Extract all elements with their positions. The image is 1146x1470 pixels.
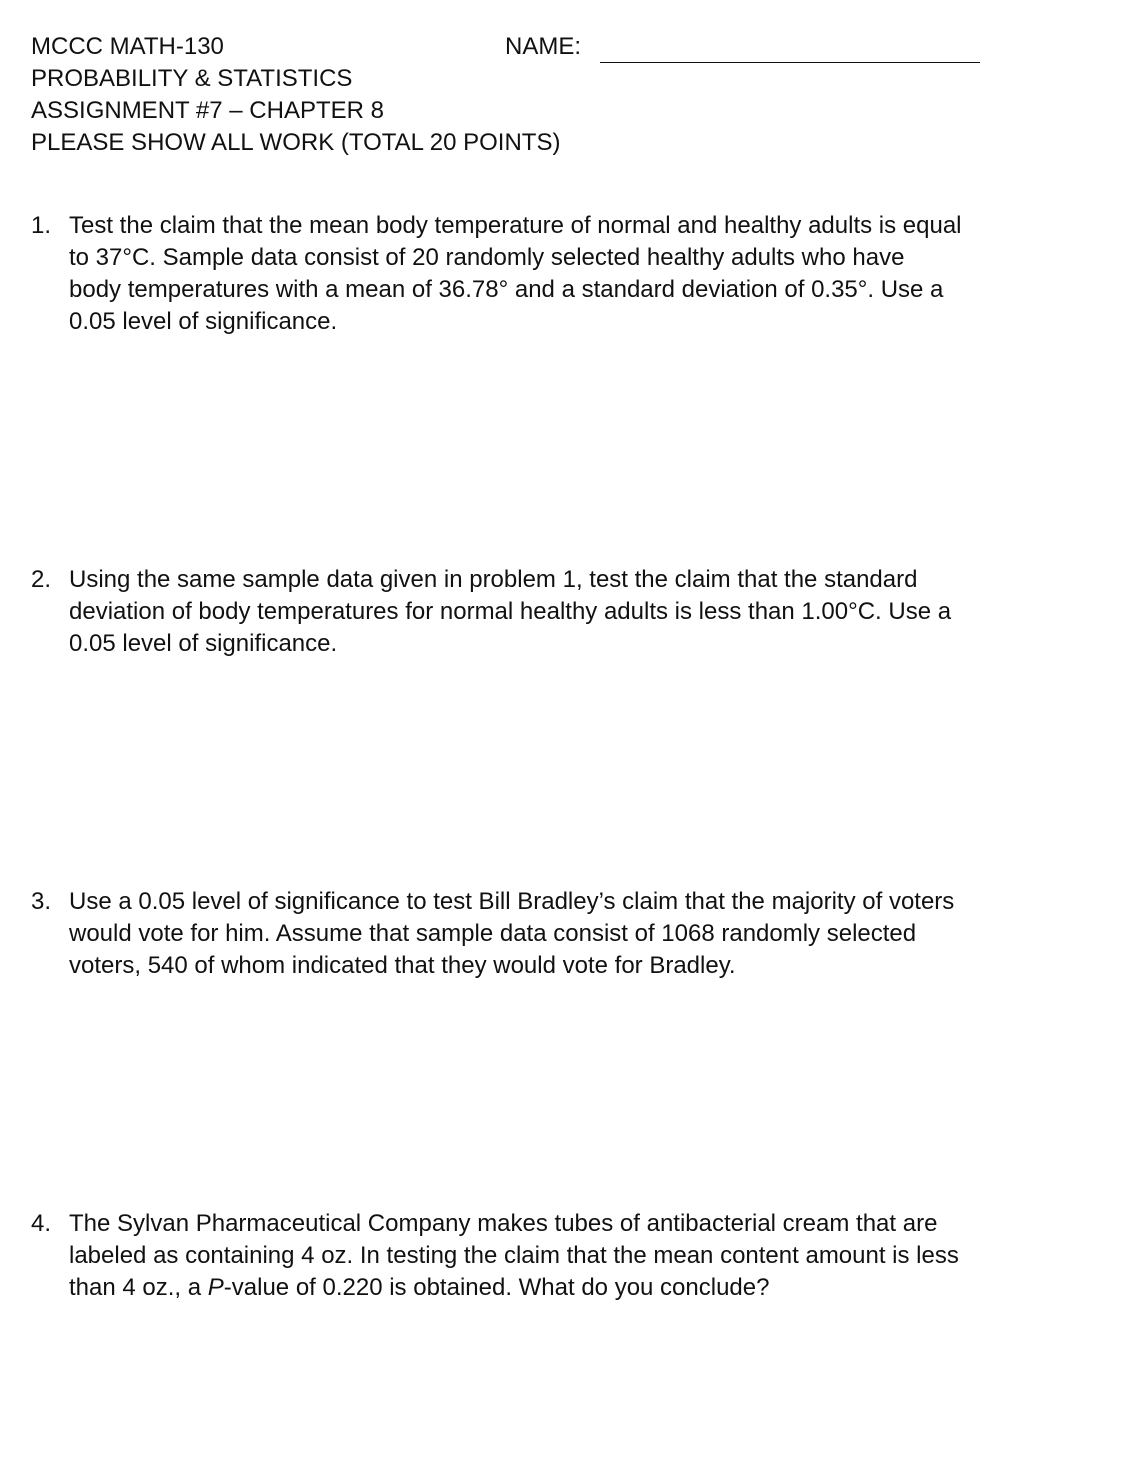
question-line: Test the claim that the mean body temperature of normal and healthy adults is equal — [69, 212, 962, 239]
question-line: Using the same sample data given in problem 1, test the claim that the standard — [69, 566, 918, 593]
question-line-part: -value of 0.220 is obtained. What do you conclude? — [223, 1274, 770, 1301]
assignment-title: ASSIGNMENT #7 – CHAPTER 8 — [31, 97, 384, 124]
question-1 — [31, 210, 1071, 338]
assignment-instructions: PLEASE SHOW ALL WORK (TOTAL 20 POINTS) — [31, 129, 561, 156]
question-line: The Sylvan Pharmaceutical Company makes tubes of antibacterial cream that are — [69, 1210, 938, 1237]
question-line: Use a 0.05 level of significance to test Bill Bradley’s claim that the majority of voters — [69, 888, 955, 915]
question-text — [69, 210, 1059, 338]
question-line-part: than 4 oz., a — [69, 1274, 208, 1301]
question-3 — [31, 886, 1071, 982]
name-field[interactable] — [600, 62, 980, 63]
question-number: 3. — [31, 888, 52, 915]
question-line: labeled as containing 4 oz. In testing the claim that the mean content amount is less — [69, 1242, 959, 1269]
question-4 — [31, 1208, 1071, 1304]
question-text — [69, 1208, 1059, 1304]
question-number: 2. — [31, 566, 52, 593]
name-label: NAME: — [505, 33, 582, 60]
course-subject: PROBABILITY & STATISTICS — [31, 65, 353, 92]
question-text — [69, 564, 1059, 660]
question-line: would vote for him. Assume that sample data consist of 1068 randomly selected — [69, 920, 917, 947]
question-number: 4. — [31, 1210, 52, 1237]
question-line: 0.05 level of significance. — [69, 308, 338, 335]
question-line: body temperatures with a mean of 36.78° and a standard deviation of 0.35°. Use a — [69, 276, 944, 303]
question-number: 1. — [31, 212, 52, 239]
question-line: deviation of body temperatures for normal healthy adults is less than 1.00°C. Use a — [69, 598, 952, 625]
question-text — [69, 886, 1059, 982]
question-2 — [31, 564, 1071, 660]
course-code: MCCC MATH-130 — [31, 33, 224, 60]
question-line: 0.05 level of significance. — [69, 630, 338, 657]
question-line: to 37°C. Sample data consist of 20 randomly selected healthy adults who have — [69, 244, 905, 271]
question-line: voters, 540 of whom indicated that they would vote for Bradley. — [69, 952, 736, 979]
question-line — [69, 1272, 1059, 1304]
p-value-symbol: P — [207, 1274, 224, 1301]
